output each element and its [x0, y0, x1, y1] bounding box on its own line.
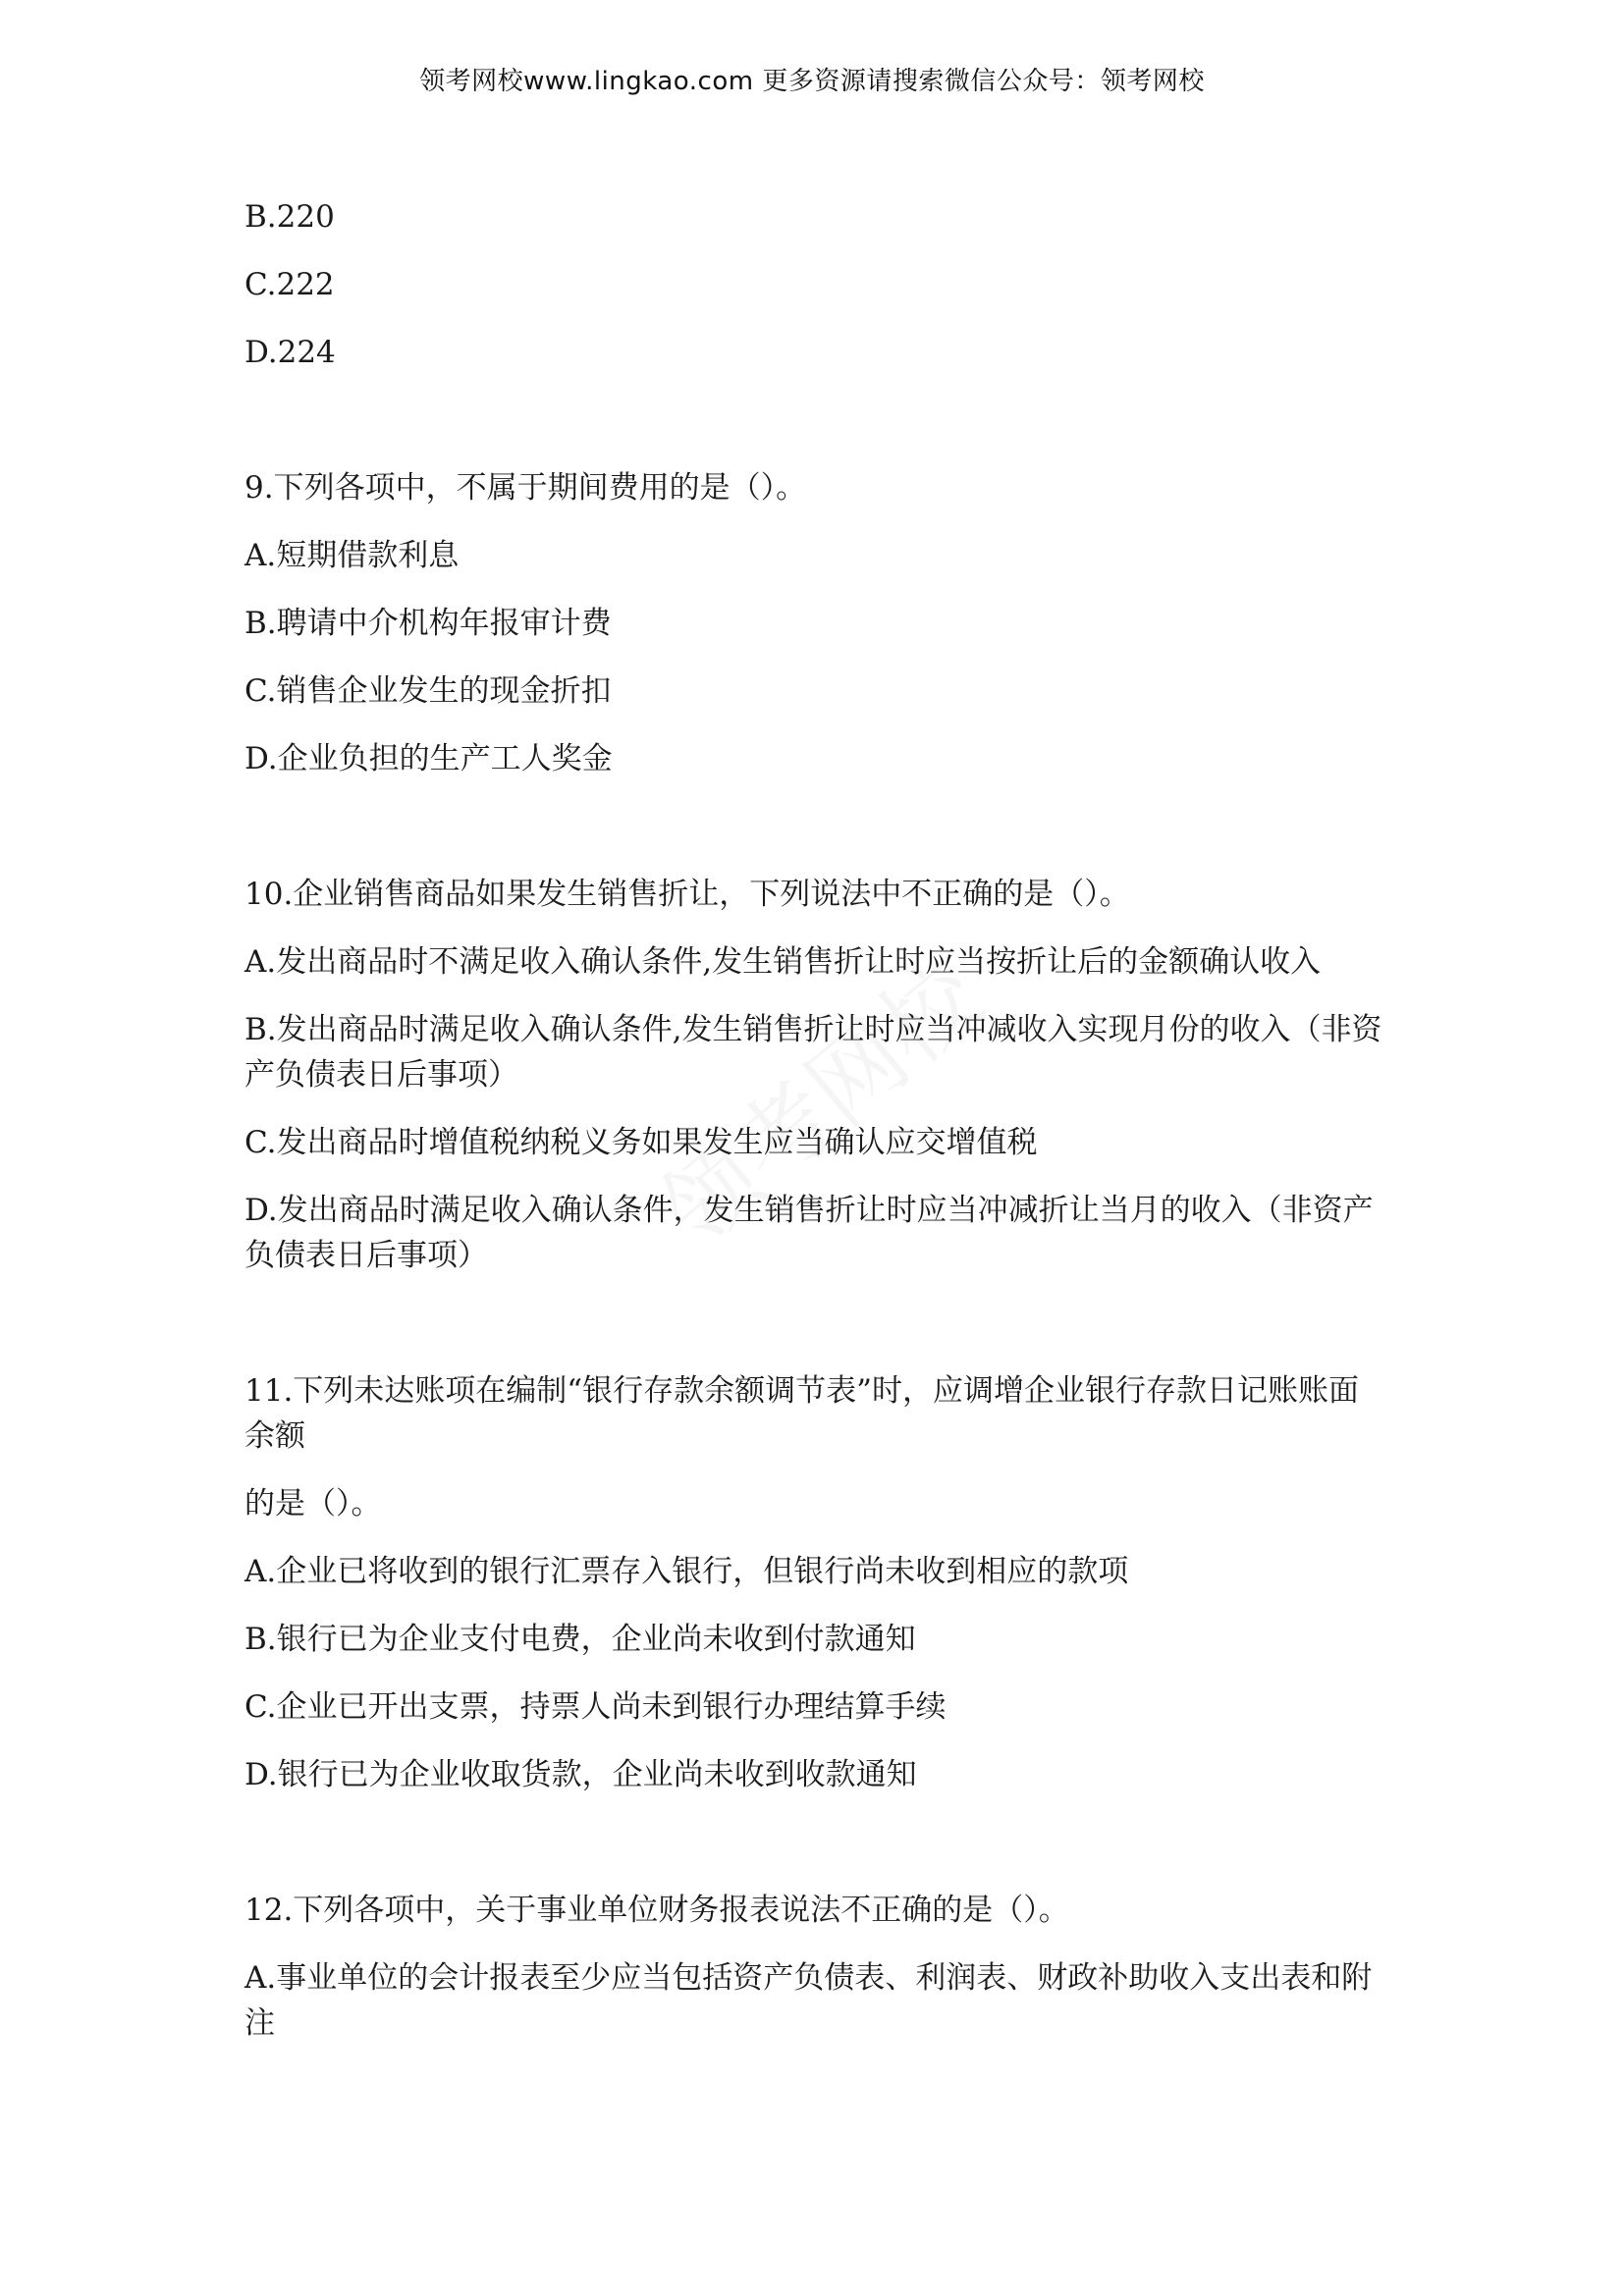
- question-9-option-b: B.聘请中介机构年报审计费: [244, 606, 612, 641]
- option-d-prev: D.224: [244, 335, 336, 370]
- question-10-option-d: D.发出商品时满足收入确认条件，发生销售折让时应当冲减折让当月的收入（非资产负债表日后事项）: [244, 1193, 1374, 1273]
- question-10-stem: 10.企业销售商品如果发生销售折让，下列说法中不正确的是（）。: [244, 877, 1130, 912]
- question-10-option-a: A.发出商品时不满足收入确认条件,发生销售折让时应当按折让后的金额确认收入: [244, 944, 1322, 980]
- question-11-stem: 11.下列未达账项在编制“银行存款余额调节表”时，应调增企业银行存款日记账账面余额: [244, 1373, 1359, 1454]
- question-10-option-b: B.发出商品时满足收入确认条件,发生销售折让时应当冲减收入实现月份的收入（非资产负债表日后事项）: [244, 1012, 1382, 1093]
- question-10-option-c: C.发出商品时增值税纳税义务如果发生应当确认应交增值税: [244, 1125, 1038, 1160]
- question-11-option-a: A.企业已将收到的银行汇票存入银行，但银行尚未收到相应的款项: [244, 1554, 1129, 1589]
- question-9-option-c: C.销售企业发生的现金折扣: [244, 673, 612, 709]
- question-12-option-a: A.事业单位的会计报表至少应当包括资产负债表、利润表、财政补助收入支出表和附注: [244, 1960, 1373, 2041]
- question-9-option-d: D.企业负担的生产工人奖金: [244, 741, 613, 776]
- question-9-stem: 9.下列各项中，不属于期间费用的是（）。: [244, 470, 807, 506]
- question-9-option-a: A.短期借款利息: [244, 538, 460, 573]
- page-header: 领考网校www.lingkao.com 更多资源请搜索微信公众号：领考网校: [419, 67, 1205, 96]
- question-11-option-b: B.银行已为企业支付电费，企业尚未收到付款通知: [244, 1622, 916, 1657]
- question-12-stem: 12.下列各项中，关于事业单位财务报表说法不正确的是（）。: [244, 1893, 1069, 1928]
- option-b-prev: B.220: [244, 199, 335, 235]
- option-c-prev: C.222: [244, 267, 335, 302]
- question-11-option-c: C.企业已开出支票，持票人尚未到银行办理结算手续: [244, 1689, 947, 1725]
- document-body: [244, 194, 1383, 2068]
- question-11-stem-cont: 的是（）。: [244, 1486, 382, 1522]
- question-11-option-d: D.银行已为企业收取货款，企业尚未收到收款通知: [244, 1757, 917, 1792]
